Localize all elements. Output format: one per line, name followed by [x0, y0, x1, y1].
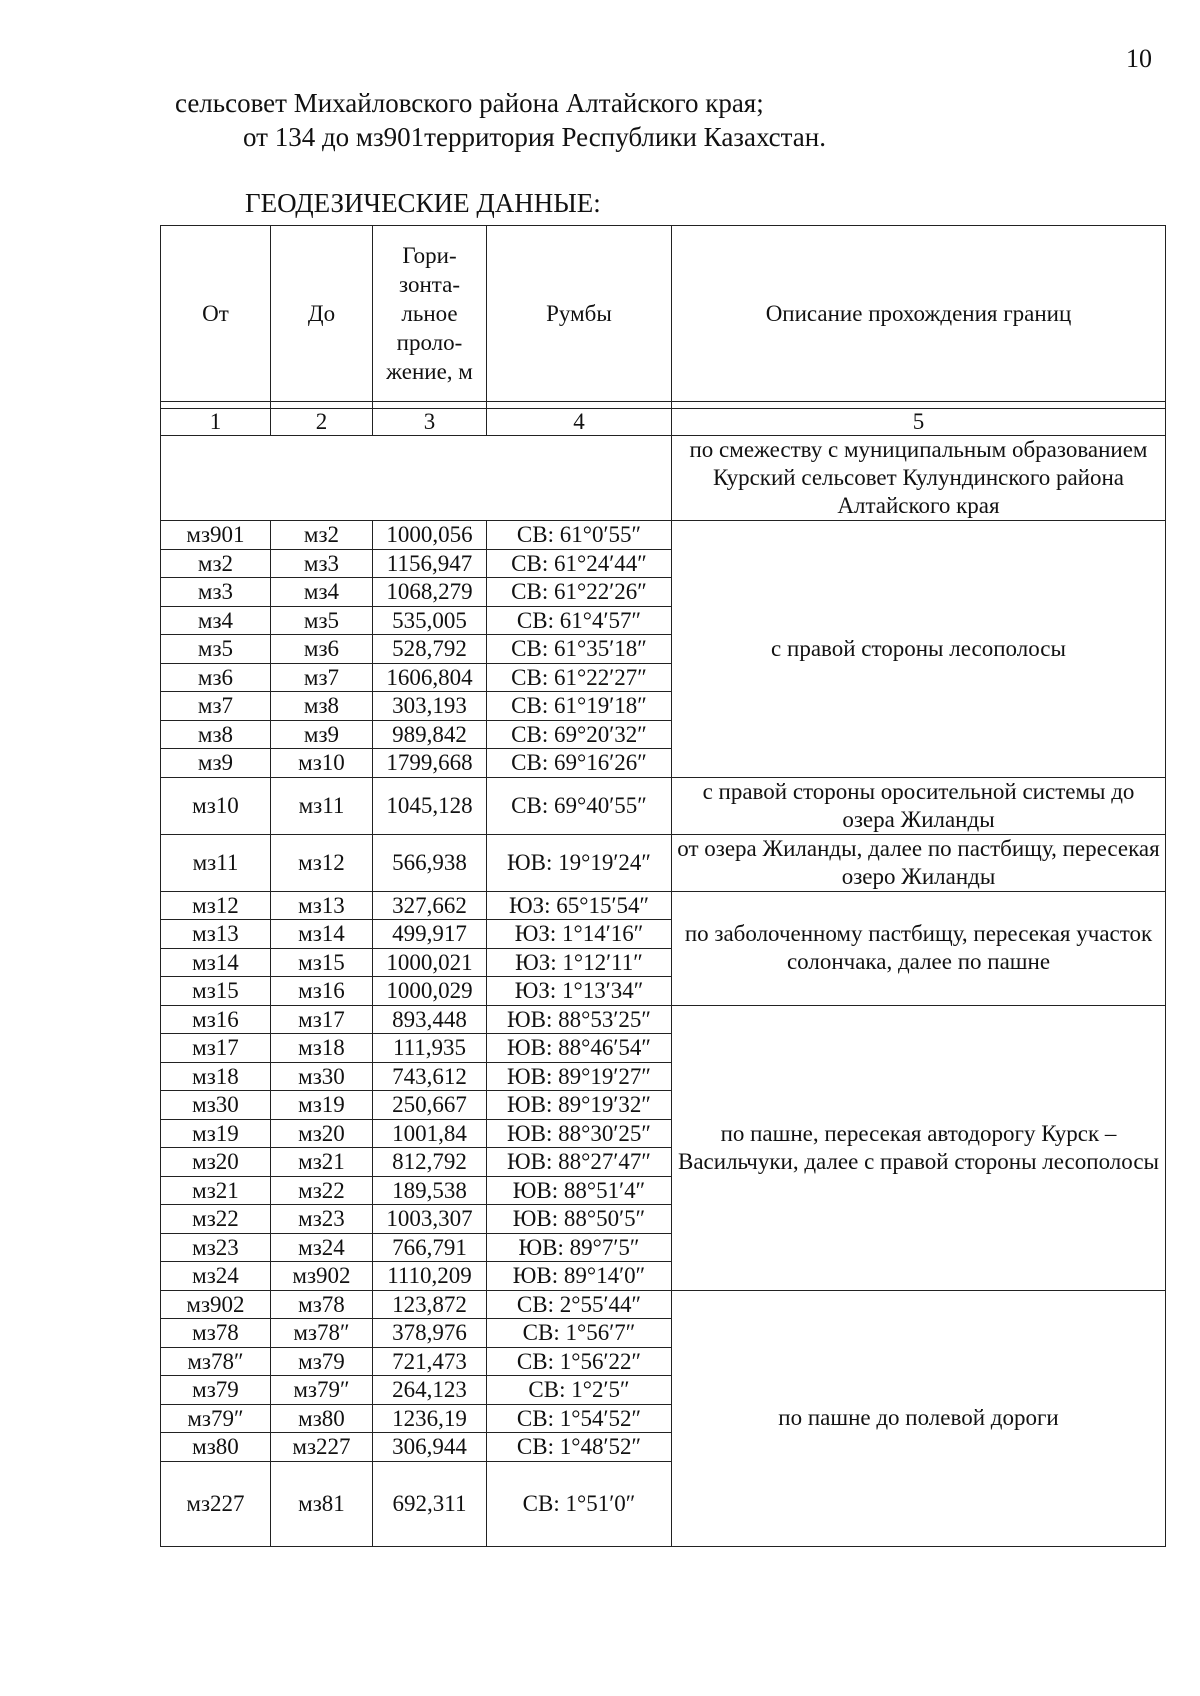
from-cell: мз24: [161, 1262, 271, 1291]
distance-cell: 535,005: [373, 606, 487, 635]
header-distance: Гори- зонта- льное проло- жение, м: [373, 226, 487, 402]
bearing-cell: СВ: 1°54′52″: [487, 1404, 672, 1433]
intro-line-2: от 134 до мз901территория Республики Казахстан.: [243, 122, 826, 152]
table-row: [161, 891, 1166, 920]
description-cell: по заболоченному пастбищу, пересекая участок солончака, далее по пашне: [672, 891, 1166, 1005]
to-cell: мз11: [271, 777, 373, 834]
distance-cell: 1110,209: [373, 1262, 487, 1291]
distance-cell: 528,792: [373, 635, 487, 664]
bearing-cell: ЮВ: 89°19′32″: [487, 1091, 672, 1120]
to-cell: мз8: [271, 692, 373, 721]
to-cell: мз78″: [271, 1319, 373, 1348]
distance-cell: 1003,307: [373, 1205, 487, 1234]
bearing-cell: СВ: 61°24′44″: [487, 549, 672, 578]
from-cell: мз20: [161, 1148, 271, 1177]
bearing-cell: СВ: 61°22′26″: [487, 578, 672, 607]
to-cell: мз23: [271, 1205, 373, 1234]
from-cell: мз80: [161, 1433, 271, 1462]
to-cell: мз78: [271, 1290, 373, 1319]
bearing-cell: СВ: 69°16′26″: [487, 749, 672, 778]
bearing-cell: СВ: 61°22′27″: [487, 663, 672, 692]
table-header-row: [161, 226, 1166, 402]
to-cell: мз19: [271, 1091, 373, 1120]
description-cell: с правой стороны оросительной системы до озера Жиланды: [672, 777, 1166, 834]
from-cell: мз227: [161, 1461, 271, 1546]
to-cell: мз3: [271, 549, 373, 578]
bearing-cell: СВ: 61°0′55″: [487, 521, 672, 550]
col-number: 4: [487, 409, 672, 436]
bearing-cell: СВ: 61°19′18″: [487, 692, 672, 721]
distance-cell: 1001,84: [373, 1119, 487, 1148]
bearing-cell: ЮВ: 89°7′5″: [487, 1233, 672, 1262]
column-number-row: [161, 409, 1166, 436]
from-cell: мз8: [161, 720, 271, 749]
table-row: [161, 777, 1166, 834]
header-gap: [161, 402, 1166, 409]
bearing-cell: ЮВ: 88°30′25″: [487, 1119, 672, 1148]
bearing-cell: СВ: 1°56′7″: [487, 1319, 672, 1348]
intro-line-1: сельсовет Михайловского района Алтайского края;: [175, 88, 764, 118]
from-cell: мз901: [161, 521, 271, 550]
description-cell: по пашне, пересекая автодорогу Курск – Васильчуки, далее с правой стороны лесополосы: [672, 1005, 1166, 1290]
distance-cell: 721,473: [373, 1347, 487, 1376]
distance-cell: 264,123: [373, 1376, 487, 1405]
bearing-cell: СВ: 1°48′52″: [487, 1433, 672, 1462]
empty-cell: [161, 436, 672, 521]
to-cell: мз13: [271, 891, 373, 920]
from-cell: мз21: [161, 1176, 271, 1205]
distance-cell: 1068,279: [373, 578, 487, 607]
distance-cell: 378,976: [373, 1319, 487, 1348]
to-cell: мз2: [271, 521, 373, 550]
description-cell: по пашне до полевой дороги: [672, 1290, 1166, 1546]
from-cell: мз7: [161, 692, 271, 721]
table-row: [161, 521, 1166, 550]
distance-cell: 1799,668: [373, 749, 487, 778]
table-row: [161, 1005, 1166, 1034]
from-cell: мз12: [161, 891, 271, 920]
bearing-cell: ЮВ: 88°27′47″: [487, 1148, 672, 1177]
col-number: 3: [373, 409, 487, 436]
bearing-cell: ЮЗ: 1°14′16″: [487, 920, 672, 949]
to-cell: мз10: [271, 749, 373, 778]
from-cell: мз5: [161, 635, 271, 664]
from-cell: мз23: [161, 1233, 271, 1262]
to-cell: мз22: [271, 1176, 373, 1205]
from-cell: мз18: [161, 1062, 271, 1091]
distance-cell: 766,791: [373, 1233, 487, 1262]
description-cell: от озера Жиланды, далее по пастбищу, пересекая озеро Жиланды: [672, 834, 1166, 891]
bearing-cell: ЮВ: 19°19′24″: [487, 834, 672, 891]
header-to: До: [271, 226, 373, 402]
geodetic-table: [160, 225, 1166, 1547]
bearing-cell: ЮЗ: 1°13′34″: [487, 977, 672, 1006]
description-cell: по смежеству с муниципальным образованием Курский сельсовет Кулундинского района Алтайского края: [672, 436, 1166, 521]
distance-cell: 1236,19: [373, 1404, 487, 1433]
from-cell: мз78″: [161, 1347, 271, 1376]
to-cell: мз15: [271, 948, 373, 977]
col-number: 1: [161, 409, 271, 436]
bearing-cell: ЮЗ: 1°12′11″: [487, 948, 672, 977]
table-row: [161, 834, 1166, 891]
distance-cell: 306,944: [373, 1433, 487, 1462]
from-cell: мз78: [161, 1319, 271, 1348]
from-cell: мз15: [161, 977, 271, 1006]
bearing-cell: ЮВ: 89°14′0″: [487, 1262, 672, 1291]
to-cell: мз79″: [271, 1376, 373, 1405]
to-cell: мз9: [271, 720, 373, 749]
from-cell: мз9: [161, 749, 271, 778]
distance-cell: 1606,804: [373, 663, 487, 692]
distance-cell: 189,538: [373, 1176, 487, 1205]
to-cell: мз17: [271, 1005, 373, 1034]
bearing-cell: ЮВ: 89°19′27″: [487, 1062, 672, 1091]
to-cell: мз80: [271, 1404, 373, 1433]
distance-cell: 1000,021: [373, 948, 487, 977]
from-cell: мз16: [161, 1005, 271, 1034]
header-bearing: Румбы: [487, 226, 672, 402]
to-cell: мз14: [271, 920, 373, 949]
distance-cell: 327,662: [373, 891, 487, 920]
section-title: ГЕОДЕЗИЧЕСКИЕ ДАННЫЕ:: [245, 188, 601, 218]
distance-cell: 250,667: [373, 1091, 487, 1120]
bearing-cell: СВ: 1°56′22″: [487, 1347, 672, 1376]
bearing-cell: СВ: 69°20′32″: [487, 720, 672, 749]
to-cell: мз30: [271, 1062, 373, 1091]
to-cell: мз18: [271, 1034, 373, 1063]
from-cell: мз11: [161, 834, 271, 891]
from-cell: мз79″: [161, 1404, 271, 1433]
from-cell: мз4: [161, 606, 271, 635]
bearing-cell: ЮВ: 88°51′4″: [487, 1176, 672, 1205]
distance-cell: 893,448: [373, 1005, 487, 1034]
distance-cell: 692,311: [373, 1461, 487, 1546]
distance-cell: 812,792: [373, 1148, 487, 1177]
bearing-cell: СВ: 61°35′18″: [487, 635, 672, 664]
bearing-cell: ЮВ: 88°46′54″: [487, 1034, 672, 1063]
to-cell: мз227: [271, 1433, 373, 1462]
to-cell: мз81: [271, 1461, 373, 1546]
distance-cell: 1156,947: [373, 549, 487, 578]
from-cell: мз10: [161, 777, 271, 834]
from-cell: мз79: [161, 1376, 271, 1405]
distance-cell: 743,612: [373, 1062, 487, 1091]
distance-cell: 566,938: [373, 834, 487, 891]
bearing-cell: СВ: 1°2′5″: [487, 1376, 672, 1405]
to-cell: мз79: [271, 1347, 373, 1376]
distance-cell: 499,917: [373, 920, 487, 949]
to-cell: мз24: [271, 1233, 373, 1262]
bearing-cell: СВ: 1°51′0″: [487, 1461, 672, 1546]
col-number: 5: [672, 409, 1166, 436]
from-cell: мз902: [161, 1290, 271, 1319]
col-number: 2: [271, 409, 373, 436]
header-description: Описание прохождения границ: [672, 226, 1166, 402]
distance-cell: 1000,056: [373, 521, 487, 550]
table-row: [161, 1290, 1166, 1319]
from-cell: мз13: [161, 920, 271, 949]
to-cell: мз21: [271, 1148, 373, 1177]
distance-cell: 303,193: [373, 692, 487, 721]
bearing-cell: СВ: 69°40′55″: [487, 777, 672, 834]
from-cell: мз30: [161, 1091, 271, 1120]
from-cell: мз19: [161, 1119, 271, 1148]
to-cell: мз6: [271, 635, 373, 664]
page-number: 10: [1126, 44, 1152, 73]
bearing-cell: ЮВ: 88°50′5″: [487, 1205, 672, 1234]
from-cell: мз22: [161, 1205, 271, 1234]
distance-cell: 123,872: [373, 1290, 487, 1319]
to-cell: мз902: [271, 1262, 373, 1291]
from-cell: мз2: [161, 549, 271, 578]
distance-cell: 1000,029: [373, 977, 487, 1006]
bearing-cell: СВ: 61°4′57″: [487, 606, 672, 635]
bearing-cell: СВ: 2°55′44″: [487, 1290, 672, 1319]
distance-cell: 989,842: [373, 720, 487, 749]
to-cell: мз20: [271, 1119, 373, 1148]
to-cell: мз7: [271, 663, 373, 692]
distance-cell: 111,935: [373, 1034, 487, 1063]
header-from: От: [161, 226, 271, 402]
bearing-cell: ЮЗ: 65°15′54″: [487, 891, 672, 920]
distance-cell: 1045,128: [373, 777, 487, 834]
to-cell: мз16: [271, 977, 373, 1006]
to-cell: мз12: [271, 834, 373, 891]
to-cell: мз4: [271, 578, 373, 607]
from-cell: мз14: [161, 948, 271, 977]
bearing-cell: ЮВ: 88°53′25″: [487, 1005, 672, 1034]
to-cell: мз5: [271, 606, 373, 635]
adjacency-row: [161, 436, 1166, 521]
from-cell: мз17: [161, 1034, 271, 1063]
from-cell: мз3: [161, 578, 271, 607]
from-cell: мз6: [161, 663, 271, 692]
description-cell: с правой стороны лесополосы: [672, 521, 1166, 778]
